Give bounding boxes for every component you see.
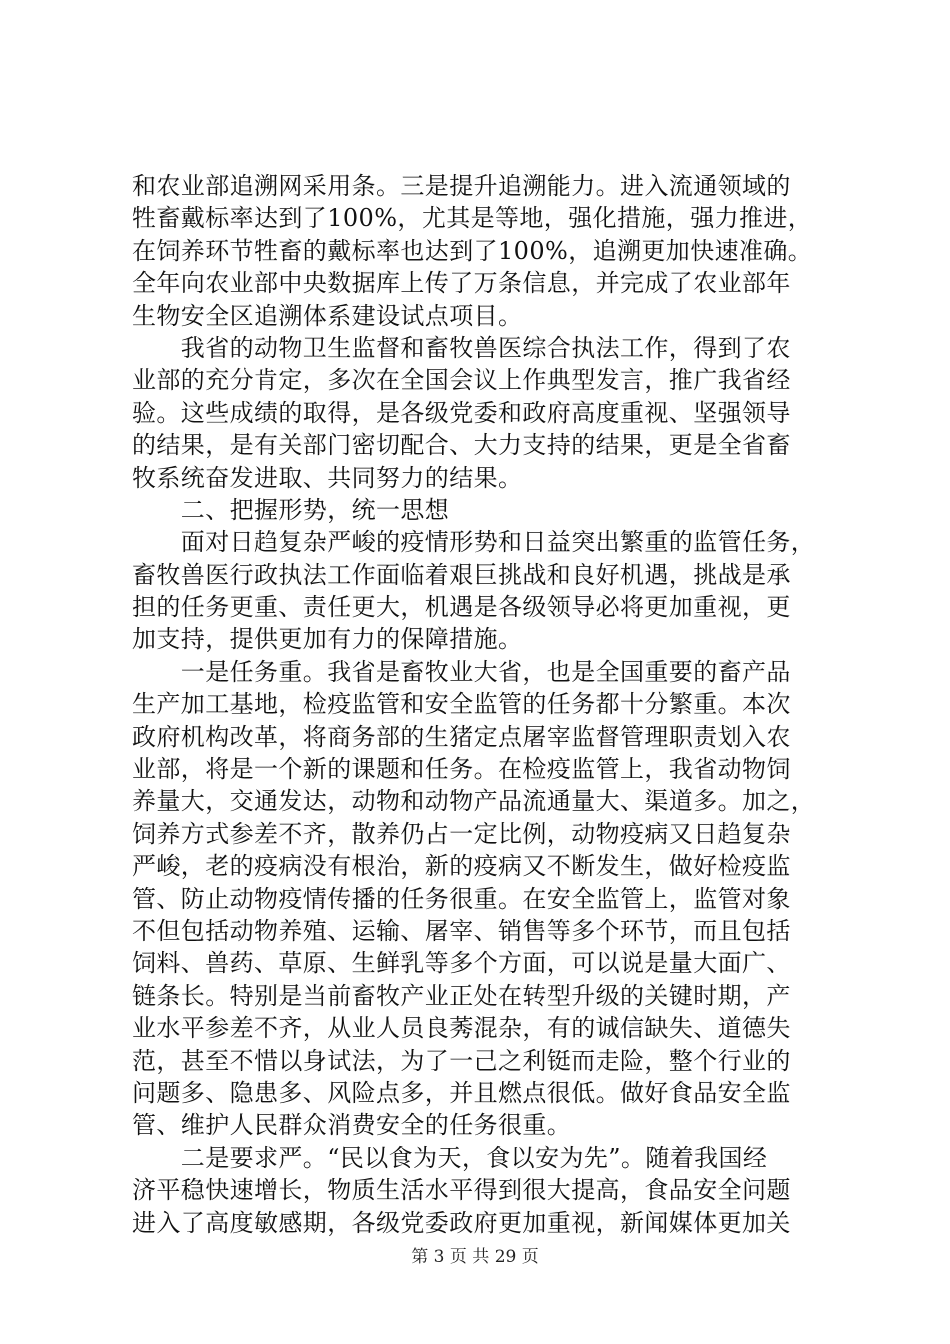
text-line: 饲养方式参差不齐，散养仍占一定比例，动物疫病又日趋复杂 <box>132 819 791 848</box>
text-line: 业部的充分肯定，多次在全国会议上作典型发言，推广我省经 <box>132 366 791 395</box>
text-line: 加支持，提供更加有力的保障措施。 <box>132 625 523 654</box>
text-line: 管、防止动物疫情传播的任务很重。在安全监管上，监管对象 <box>132 884 791 913</box>
page-footer: 第 3 页 共 29 页 <box>411 1247 539 1267</box>
text-line: 我省的动物卫生监督和畜牧兽医综合执法工作，得到了农 <box>132 333 791 362</box>
text-line: 牲畜戴标率达到了100%，尤其是等地，强化措施，强力推进， <box>132 204 813 233</box>
text-line: 牧系统奋发进取、共同努力的结果。 <box>132 463 523 492</box>
text-line: 链条长。特别是当前畜牧产业正处在转型升级的关键时期，产 <box>132 981 791 1010</box>
text-line: 不但包括动物养殖、运输、屠宰、销售等多个环节，而且包括 <box>132 916 791 945</box>
text-line: 生产加工基地，检疫监管和安全监管的任务都十分繁重。本次 <box>132 690 791 719</box>
text-line: 的结果，是有关部门密切配合、大力支持的结果，更是全省畜 <box>132 431 791 460</box>
text-line: 生物安全区追溯体系建设试点项目。 <box>132 301 523 330</box>
text-line: 业部，将是一个新的课题和任务。在检疫监管上，我省动物饲 <box>132 755 791 784</box>
text-line: 养量大，交通发达，动物和动物产品流通量大、渠道多。加之， <box>132 787 816 816</box>
text-line: 一是任务重。我省是畜牧业大省，也是全国重要的畜产品 <box>132 657 791 686</box>
text-line: 在饲养环节牲畜的戴标率也达到了100%，追溯更加快速准确。 <box>132 236 813 265</box>
text-line: 范，甚至不惜以身试法，为了一己之利铤而走险，整个行业的 <box>132 1046 791 1075</box>
text-line: 饲料、兽药、草原、生鲜乳等多个方面，可以说是量大面广、 <box>132 949 791 978</box>
text-line: 进入了高度敏感期，各级党委政府更加重视，新闻媒体更加关 <box>132 1208 791 1237</box>
text-line: 二、把握形势，统一思想 <box>132 495 450 524</box>
body-text <box>132 170 832 1239</box>
text-line: 问题多、隐患多、风险点多，并且燃点很低。做好食品安全监 <box>132 1078 791 1107</box>
text-line: 畜牧兽医行政执法工作面临着艰巨挑战和良好机遇，挑战是承 <box>132 560 791 589</box>
text-line: 验。这些成绩的取得，是各级党委和政府高度重视、坚强领导 <box>132 398 791 427</box>
text-line: 济平稳快速增长，物质生活水平得到很大提高，食品安全问题 <box>132 1176 791 1205</box>
text-line: 全年向农业部中央数据库上传了万条信息，并完成了农业部年 <box>132 269 791 298</box>
text-line: 和农业部追溯网采用条。三是提升追溯能力。进入流通领域的 <box>132 172 791 200</box>
text-line: 业水平参差不齐，从业人员良莠混杂，有的诚信缺失、道德失 <box>132 1014 791 1043</box>
text-line: 管、维护人民群众消费安全的任务很重。 <box>132 1111 572 1140</box>
text-line: 严峻，老的疫病没有根治，新的疫病又不断发生，做好检疫监 <box>132 852 791 881</box>
text-line: 面对日趋复杂严峻的疫情形势和日益突出繁重的监管任务， <box>132 528 816 557</box>
text-line: 担的任务更重、责任更大，机遇是各级领导必将更加重视，更 <box>132 593 791 622</box>
text-line: 二是要求严。“民以食为天，食以安为先”。随着我国经 <box>132 1143 768 1172</box>
text-line: 政府机构改革，将商务部的生猪定点屠宰监督管理职责划入农 <box>132 722 791 751</box>
